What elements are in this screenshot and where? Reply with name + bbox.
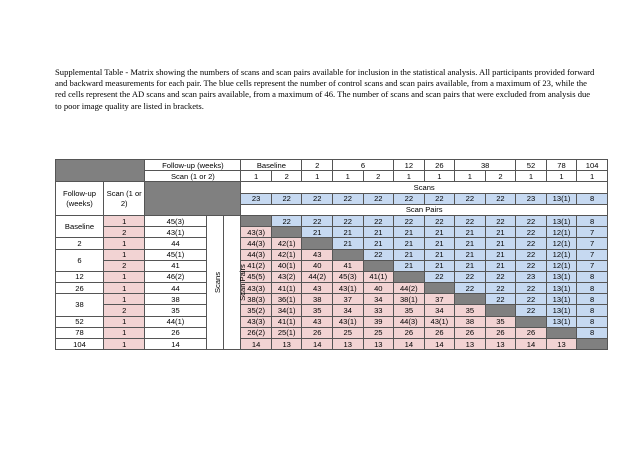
- ad-scan-count: 41: [145, 260, 206, 271]
- scan-number-cell: 1: [546, 171, 577, 182]
- pair-count-cell: 21: [424, 238, 455, 249]
- pair-count-cell: 25: [363, 327, 394, 338]
- pair-count-cell: 26: [455, 327, 486, 338]
- row-week-label: Baseline: [56, 215, 104, 237]
- table-row: [56, 283, 608, 294]
- pair-count-cell: 21: [394, 249, 425, 260]
- pair-count-cell: 41(1): [271, 283, 302, 294]
- pair-count-cell: 13: [485, 339, 516, 350]
- table-row: [56, 238, 608, 249]
- pair-count-cell: 13(1): [546, 283, 577, 294]
- diagonal-cell: [577, 339, 608, 350]
- followup-weeks-header: Follow-up (weeks): [145, 160, 241, 171]
- control-scan-count: 13(1): [546, 193, 577, 204]
- pair-count-cell: 34: [424, 305, 455, 316]
- pair-count-cell: 34(1): [271, 305, 302, 316]
- pair-count-cell: 21: [485, 238, 516, 249]
- pair-count-cell: 25: [332, 327, 363, 338]
- pair-count-cell: 26: [516, 327, 547, 338]
- pair-count-cell: 41(1): [271, 316, 302, 327]
- row-week-label: 2: [56, 238, 104, 249]
- pair-count-cell: 22: [485, 215, 516, 226]
- pair-count-cell: 21: [455, 238, 486, 249]
- ad-scan-count: 45(1): [145, 249, 206, 260]
- table-row: [56, 316, 608, 327]
- pair-count-cell: 36(1): [271, 294, 302, 305]
- scan-pairs-heading: Scan Pairs: [241, 204, 608, 215]
- scan-number-cell: 1: [424, 171, 455, 182]
- ad-scan-count: 14: [145, 339, 206, 350]
- pair-count-cell: 14: [241, 339, 272, 350]
- pair-count-cell: 13(1): [546, 294, 577, 305]
- week-header: Baseline: [241, 160, 302, 171]
- pair-count-cell: 22: [485, 283, 516, 294]
- week-header: 12: [394, 160, 425, 171]
- diagonal-cell: [241, 215, 272, 226]
- table-row: [56, 260, 608, 271]
- pair-count-cell: 44(2): [302, 271, 333, 282]
- diagonal-cell: [546, 327, 577, 338]
- header-row-scans-label: [56, 182, 608, 193]
- pair-count-cell: 26: [424, 327, 455, 338]
- row-week-label: 38: [56, 294, 104, 316]
- pair-count-cell: 22: [485, 271, 516, 282]
- pair-count-cell: 26(2): [241, 327, 272, 338]
- row-week-label: 12: [56, 271, 104, 282]
- followup-col-label: Follow-up (weeks): [56, 182, 104, 216]
- row-scan-number: 1: [103, 339, 144, 350]
- scan-number-cell: 1: [516, 171, 547, 182]
- scan-number-cell: 1: [455, 171, 486, 182]
- week-header: 52: [516, 160, 547, 171]
- scan-matrix-table: [55, 159, 608, 350]
- scan-number-cell: 1: [332, 171, 363, 182]
- control-scan-count: 22: [394, 193, 425, 204]
- pair-count-cell: 41: [332, 260, 363, 271]
- pair-count-cell: 21: [424, 249, 455, 260]
- pair-count-cell: 22: [516, 260, 547, 271]
- control-scan-count: 8: [577, 193, 608, 204]
- pair-count-cell: 21: [394, 238, 425, 249]
- control-scan-count: 22: [363, 193, 394, 204]
- pair-count-cell: 7: [577, 260, 608, 271]
- pair-count-cell: 12(1): [546, 249, 577, 260]
- pair-count-cell: 26: [394, 327, 425, 338]
- pair-count-cell: 13(1): [546, 271, 577, 282]
- pair-count-cell: 22: [363, 249, 394, 260]
- diagonal-cell: [332, 249, 363, 260]
- row-scan-number: 1: [103, 294, 144, 305]
- pair-count-cell: 22: [485, 294, 516, 305]
- pair-count-cell: 43(1): [332, 283, 363, 294]
- pair-count-cell: 8: [577, 283, 608, 294]
- row-week-label: 78: [56, 327, 104, 338]
- pair-count-cell: 7: [577, 238, 608, 249]
- control-scan-count: 22: [485, 193, 516, 204]
- diagonal-cell: [271, 227, 302, 238]
- control-scan-count: 23: [241, 193, 272, 204]
- pair-count-cell: 21: [485, 227, 516, 238]
- pair-count-cell: 13(1): [546, 305, 577, 316]
- table-caption: Supplemental Table - Matrix showing the numbers of scans and scan pairs available for inclusion in the statistical analysis. All participants provided forward and backward measurements for each pair. The blue cells represent the number of control scans and scan pairs available, from a maximum of 23, while the red cells represent the AD scans and scan pairs available, from a maximum of 46. The number of scans and scan pairs that were excluded from analysis due to poor image quality are listed in brackets.: [55, 67, 595, 111]
- pair-count-cell: 8: [577, 327, 608, 338]
- pair-count-cell: 22: [516, 249, 547, 260]
- pair-count-cell: 22: [332, 215, 363, 226]
- pair-count-cell: 35(2): [241, 305, 272, 316]
- row-week-label: 52: [56, 316, 104, 327]
- pair-count-cell: 37: [424, 294, 455, 305]
- week-header: 6: [332, 160, 393, 171]
- row-scan-number: 2: [103, 227, 144, 238]
- diagonal-cell: [455, 294, 486, 305]
- pair-count-cell: 35: [485, 316, 516, 327]
- scans-vertical-label: Scans: [212, 272, 222, 294]
- pair-count-cell: 22: [516, 215, 547, 226]
- pair-count-cell: 22: [516, 283, 547, 294]
- week-header: 38: [455, 160, 516, 171]
- pair-count-cell: 13(1): [546, 316, 577, 327]
- pair-count-cell: 43: [302, 316, 333, 327]
- pair-count-cell: 25(1): [271, 327, 302, 338]
- table-row: [56, 271, 608, 282]
- pair-count-cell: 21: [424, 260, 455, 271]
- row-scan-number: 1: [103, 215, 144, 226]
- pair-count-cell: 34: [332, 305, 363, 316]
- pair-count-cell: 13(1): [546, 215, 577, 226]
- pair-count-cell: 21: [455, 260, 486, 271]
- row-week-label: 6: [56, 249, 104, 271]
- table-row: [56, 294, 608, 305]
- pair-count-cell: 26: [302, 327, 333, 338]
- side-label-scans: [206, 215, 223, 349]
- pair-count-cell: 22: [455, 271, 486, 282]
- control-scan-count: 22: [302, 193, 333, 204]
- pair-count-cell: 44(3): [241, 249, 272, 260]
- row-scan-number: 1: [103, 327, 144, 338]
- diagonal-cell: [516, 316, 547, 327]
- pair-count-cell: 40: [363, 283, 394, 294]
- pair-count-cell: 22: [424, 271, 455, 282]
- scan-number-header: Scan (1 or 2): [145, 171, 241, 182]
- pair-count-cell: 44(2): [394, 283, 425, 294]
- row-scan-number: 1: [103, 283, 144, 294]
- pair-count-cell: 22: [455, 215, 486, 226]
- row-week-label: 26: [56, 283, 104, 294]
- ad-scan-count: 46(2): [145, 271, 206, 282]
- side-label-scan-pairs: [223, 215, 247, 349]
- row-scan-number: 1: [103, 316, 144, 327]
- pair-count-cell: 21: [394, 260, 425, 271]
- ad-scan-count: 44: [145, 238, 206, 249]
- row-scan-number: 2: [103, 260, 144, 271]
- diagonal-cell: [394, 271, 425, 282]
- pair-count-cell: 43(3): [241, 283, 272, 294]
- pair-count-cell: 8: [577, 305, 608, 316]
- pair-count-cell: 39: [363, 316, 394, 327]
- table-row: [56, 327, 608, 338]
- pair-count-cell: 22: [516, 238, 547, 249]
- pair-count-cell: 14: [394, 339, 425, 350]
- scan-number-cell: 1: [241, 171, 272, 182]
- row-scan-number: 2: [103, 305, 144, 316]
- pair-count-cell: 14: [516, 339, 547, 350]
- pair-count-cell: 13: [332, 339, 363, 350]
- week-header: 104: [577, 160, 608, 171]
- pair-count-cell: 21: [485, 260, 516, 271]
- ad-scan-count: 26: [145, 327, 206, 338]
- table-row: [56, 215, 608, 226]
- diagonal-cell: [302, 238, 333, 249]
- week-header: 2: [302, 160, 333, 171]
- pair-count-cell: 8: [577, 316, 608, 327]
- pair-count-cell: 12(1): [546, 260, 577, 271]
- row-scan-number: 1: [103, 238, 144, 249]
- pair-count-cell: 21: [485, 249, 516, 260]
- pair-count-cell: 13: [455, 339, 486, 350]
- pair-count-cell: 33: [363, 305, 394, 316]
- row-scan-number: 1: [103, 271, 144, 282]
- pair-count-cell: 14: [302, 339, 333, 350]
- scan-number-cell: 1: [577, 171, 608, 182]
- pair-count-cell: 45(3): [332, 271, 363, 282]
- pair-count-cell: 43(3): [241, 316, 272, 327]
- pair-count-cell: 13: [271, 339, 302, 350]
- pair-count-cell: 44(3): [241, 238, 272, 249]
- pair-count-cell: 21: [394, 227, 425, 238]
- grey-block: [145, 182, 241, 216]
- pair-count-cell: 38(1): [394, 294, 425, 305]
- pair-count-cell: 22: [302, 215, 333, 226]
- control-scan-count: 23: [516, 193, 547, 204]
- header-row-weeks: [56, 160, 608, 171]
- pair-count-cell: 22: [424, 215, 455, 226]
- week-header: 78: [546, 160, 577, 171]
- pair-count-cell: 21: [302, 227, 333, 238]
- pair-count-cell: 13: [546, 339, 577, 350]
- pair-count-cell: 40(1): [271, 260, 302, 271]
- ad-scan-count: 44(1): [145, 316, 206, 327]
- pair-count-cell: 22: [516, 227, 547, 238]
- pair-count-cell: 38: [455, 316, 486, 327]
- pair-count-cell: 43(1): [424, 316, 455, 327]
- pair-count-cell: 26: [485, 327, 516, 338]
- pair-count-cell: 45(5): [241, 271, 272, 282]
- table-row: [56, 305, 608, 316]
- scan-pairs-vertical-label: Scan Pairs: [237, 264, 247, 301]
- pair-count-cell: 43(3): [241, 227, 272, 238]
- ad-scan-count: 35: [145, 305, 206, 316]
- diagonal-cell: [424, 283, 455, 294]
- pair-count-cell: 7: [577, 227, 608, 238]
- scan-number-cell: 1: [394, 171, 425, 182]
- scans-heading: Scans: [241, 182, 608, 193]
- pair-count-cell: 43: [302, 249, 333, 260]
- pair-count-cell: 40: [302, 260, 333, 271]
- pair-count-cell: 35: [302, 305, 333, 316]
- control-scan-count: 22: [424, 193, 455, 204]
- pair-count-cell: 22: [455, 283, 486, 294]
- pair-count-cell: 23: [516, 271, 547, 282]
- pair-count-cell: 43(2): [271, 271, 302, 282]
- diagonal-cell: [363, 260, 394, 271]
- pair-count-cell: 37: [332, 294, 363, 305]
- scan-number-cell: 1: [302, 171, 333, 182]
- pair-count-cell: 21: [332, 227, 363, 238]
- pair-count-cell: 22: [516, 305, 547, 316]
- pair-count-cell: 22: [516, 294, 547, 305]
- pair-count-cell: 8: [577, 215, 608, 226]
- pair-count-cell: 8: [577, 294, 608, 305]
- pair-count-cell: 21: [332, 238, 363, 249]
- scan-number-cell: 2: [485, 171, 516, 182]
- pair-count-cell: 14: [424, 339, 455, 350]
- pair-count-cell: 35: [455, 305, 486, 316]
- pair-count-cell: 21: [455, 227, 486, 238]
- pair-count-cell: 22: [394, 215, 425, 226]
- pair-count-cell: 44(3): [394, 316, 425, 327]
- scan-number-cell: 2: [271, 171, 302, 182]
- pair-count-cell: 41(1): [363, 271, 394, 282]
- pair-count-cell: 41(2): [241, 260, 272, 271]
- pair-count-cell: 21: [455, 249, 486, 260]
- control-scan-count: 22: [271, 193, 302, 204]
- pair-count-cell: 38: [302, 294, 333, 305]
- ad-scan-count: 44: [145, 283, 206, 294]
- pair-count-cell: 35: [394, 305, 425, 316]
- pair-count-cell: 22: [363, 215, 394, 226]
- pair-count-cell: 42(1): [271, 249, 302, 260]
- control-scan-count: 22: [332, 193, 363, 204]
- pair-count-cell: 21: [424, 227, 455, 238]
- row-scan-number: 1: [103, 249, 144, 260]
- ad-scan-count: 43(1): [145, 227, 206, 238]
- scan-col-label: Scan (1 or 2): [103, 182, 144, 216]
- pair-count-cell: 22: [271, 215, 302, 226]
- corner-cell: [56, 160, 145, 182]
- pair-count-cell: 38(3): [241, 294, 272, 305]
- week-header: 26: [424, 160, 455, 171]
- pair-count-cell: 12(1): [546, 227, 577, 238]
- diagonal-cell: [485, 305, 516, 316]
- table-body: [56, 160, 608, 350]
- row-week-label: 104: [56, 339, 104, 350]
- table-row: [56, 249, 608, 260]
- table-row: [56, 339, 608, 350]
- pair-count-cell: 43: [302, 283, 333, 294]
- table-row: [56, 227, 608, 238]
- ad-scan-count: 38: [145, 294, 206, 305]
- pair-count-cell: 8: [577, 271, 608, 282]
- pair-count-cell: 43(1): [332, 316, 363, 327]
- scan-number-cell: 2: [363, 171, 394, 182]
- ad-scan-count: 45(3): [145, 215, 206, 226]
- pair-count-cell: 34: [363, 294, 394, 305]
- pair-count-cell: 42(1): [271, 238, 302, 249]
- control-scan-count: 22: [455, 193, 486, 204]
- pair-count-cell: 12(1): [546, 238, 577, 249]
- pair-count-cell: 21: [363, 227, 394, 238]
- pair-count-cell: 13: [363, 339, 394, 350]
- pair-count-cell: 21: [363, 238, 394, 249]
- pair-count-cell: 7: [577, 249, 608, 260]
